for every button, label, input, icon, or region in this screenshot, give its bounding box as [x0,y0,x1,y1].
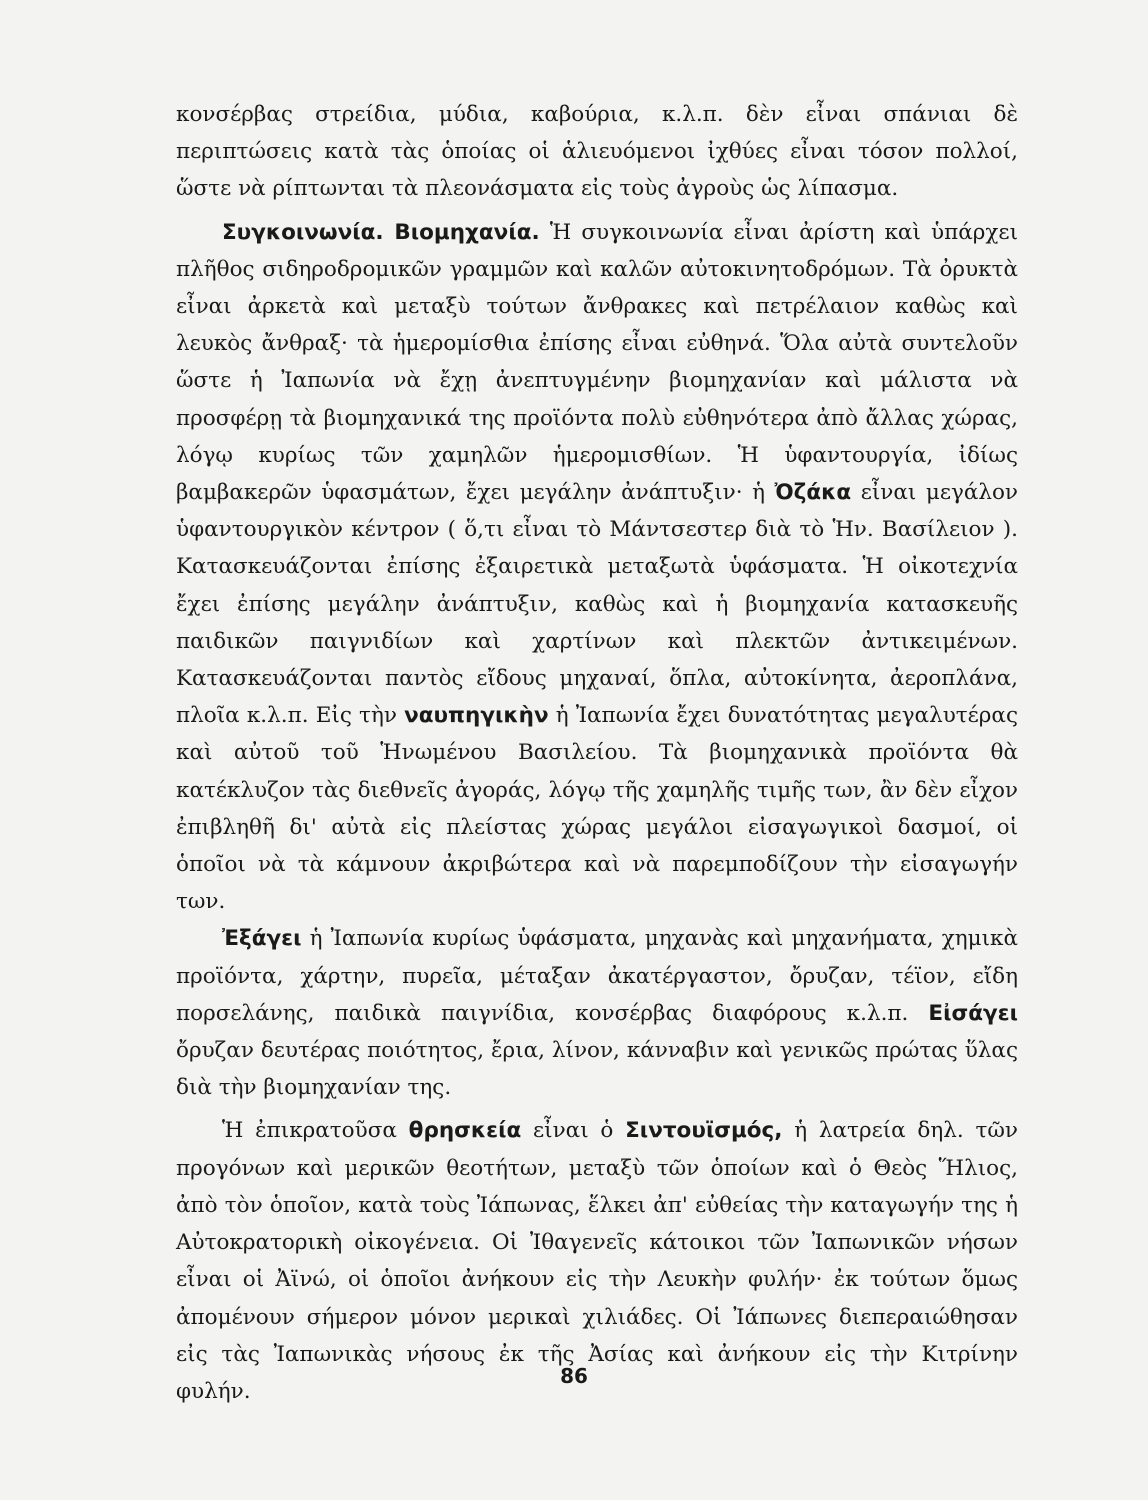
bold-term-shipbuilding: ναυπηγικὴν [404,703,549,729]
text-run: ἡ Ἰαπωνία ἔχει δυνατότητας μεγαλυτέρας καὶ αὐτοῦ τοῦ Ἡνωμένου Βασιλείου. Τὰ βιομηχανικὰ προϊόντα θὰ κατέκλυζον τὰς διεθνεῖς ἀγοράς, λόγῳ τῆς χαμηλῆς τιμῆς των, ἂν δὲν εἶχον ἐπιβληθῆ δι' αὐτὰ εἰς πλείστας χώρας μεγάλοι εἰσαγωγικοὶ δασμοί, οἱ ὁποῖοι νὰ τὰ κάμνουν ἀκριβώτερα καὶ νὰ παρεμποδίζουν τὴν εἰσαγωγήν των. [176,703,1018,915]
bold-term-imports: Εἰσάγει [928,1000,1018,1026]
paragraph-exports-imports [176,920,1018,1106]
page-number: 86 [560,1364,588,1388]
body-text [176,96,1018,1410]
text-run: Ἡ συγκοινωνία εἶναι ἀρίστη καὶ ὑπάρχει πλῆθος σιδηροδρομικῶν γραμμῶν καὶ καλῶν αὐτοκινητοδρόμων. Τὰ ὀρυκτὰ εἶναι ἀρκετὰ καὶ μεταξὺ τούτων ἄνθρακες καὶ πετρέλαιον καθὼς καὶ λευκὸς ἄνθραξ· τὰ ἡμερομίσθια ἐπίσης εἶναι εὐθηνά. Ὅλα αὐτὰ συντελοῦν ὥστε ἡ Ἰαπωνία νὰ ἔχῃ ἀνεπτυγμένην βιομηχανίαν καὶ μάλιστα νὰ προσφέρῃ τὰ βιομηχανικά της προϊόντα πολὺ εὐθηνότερα ἀπὸ ἄλλας χώρας, λόγῳ κυρίως τῶν χαμηλῶν ἡμερομισθίων. Ἡ ὑφαντουργία, ἰδίως βαμβακερῶν ὑφασμάτων, ἔχει μεγάλην ἀνάπτυξιν· ἡ [176,219,1018,506]
text-run: ἡ Ἰαπωνία κυρίως ὑφάσματα, μηχανὰς καὶ μηχανήματα, χημικὰ προϊόντα, χάρτην, πυρεῖα, μέταξαν ἀκατέργαστον, ὄρυζαν, τέϊον, εἴδη πορσελάνης, παιδικὰ παιγνίδια, κονσέρβας διαφόρους κ.λ.π. [176,926,1018,1026]
bold-term-exports: Ἐξάγει [222,926,302,952]
paragraph-seafood [176,96,1018,208]
text-run: εἶναι μεγάλον ὑφαντουργικὸν κέντρον ( ὅ,τι εἶναι τὸ Μάντσεστερ διὰ τὸ Ἡν. Βασίλειον ). Κατασκευάζονται ἐπίσης ἐξαιρετικὰ μεταξωτὰ ὑφάσματα. Ἡ οἰκοτεχνία ἔχει ἐπίσης μεγάλην ἀνάπτυξιν, καθὼς καὶ ἡ βιομηχανία κατασκευῆς παιδικῶν παιγνιδίων καὶ χαρτίνων καὶ πλεκτῶν ἀντικειμένων. Κατασκευάζονται παντὸς εἴδους μηχαναί, ὅπλα, αὐτοκίνητα, ἀεροπλάνα, πλοῖα κ.λ.π. Εἰς τὴν [176,480,1018,729]
bold-term-shintoism: Σιντουϊσμός, [625,1118,783,1144]
bold-term-osaka: Ὀζάκα [774,480,852,506]
text-run: Ἡ ἐπικρατοῦσα [222,1118,409,1144]
text-run: ὄρυζαν δευτέρας ποιότητος, ἔρια, λίνον, κάνναβιν καὶ γενικῶς πρώτας ὕλας διὰ τὴν βιομηχανίαν της. [176,1038,1018,1101]
text-run: ἡ λατρεία δηλ. τῶν προγόνων καὶ μερικῶν θεοτήτων, μεταξὺ τῶν ὁποίων καὶ ὁ Θεὸς Ἥλιος, ἀπὸ τὸν ὁποῖον, κατὰ τοὺς Ἰάπωνας, ἕλκει ἀπ' εὐθείας τὴν καταγωγήν της ἡ Αὐτοκρατορικὴ οἰκογένεια. Οἱ Ἰθαγενεῖς κάτοικοι τῶν Ἰαπωνικῶν νήσων εἶναι οἱ Ἀϊνώ, οἱ ὁποῖοι ἀνήκουν εἰς τὴν Λευκὴν φυλήν· ἐκ τούτων ὅμως ἀπομένουν σήμερον μόνον μερικαὶ χιλιάδες. Οἱ Ἰάπωνες διεπεραιώθησαν εἰς τὰς Ἰαπωνικὰς νήσους ἐκ τῆς Ἀσίας καὶ ἀνήκουν εἰς τὴν Κιτρίνην φυλήν. [176,1118,1018,1404]
bold-term-religion: θρησκεία [408,1118,522,1144]
heading-communication-industry: Συγκοινωνία. Βιομηχανία. [222,219,540,245]
text-run: εἶναι ὁ [521,1118,626,1144]
text-run: κονσέρβας στρείδια, μύδια, καβούρια, κ.λ.π. δὲν εἶναι σπάνιαι δὲ περιπτώσεις κατὰ τὰς ὁποίας οἱ ἁλιευόμενοι ἰχθύες εἶναι τόσον πολλοί, ὥστε νὰ ρίπτωνται τὰ πλεονάσματα εἰς τοὺς ἀγροὺς ὡς λίπασμα. [176,102,1018,202]
paragraph-communication-industry [176,214,1018,921]
